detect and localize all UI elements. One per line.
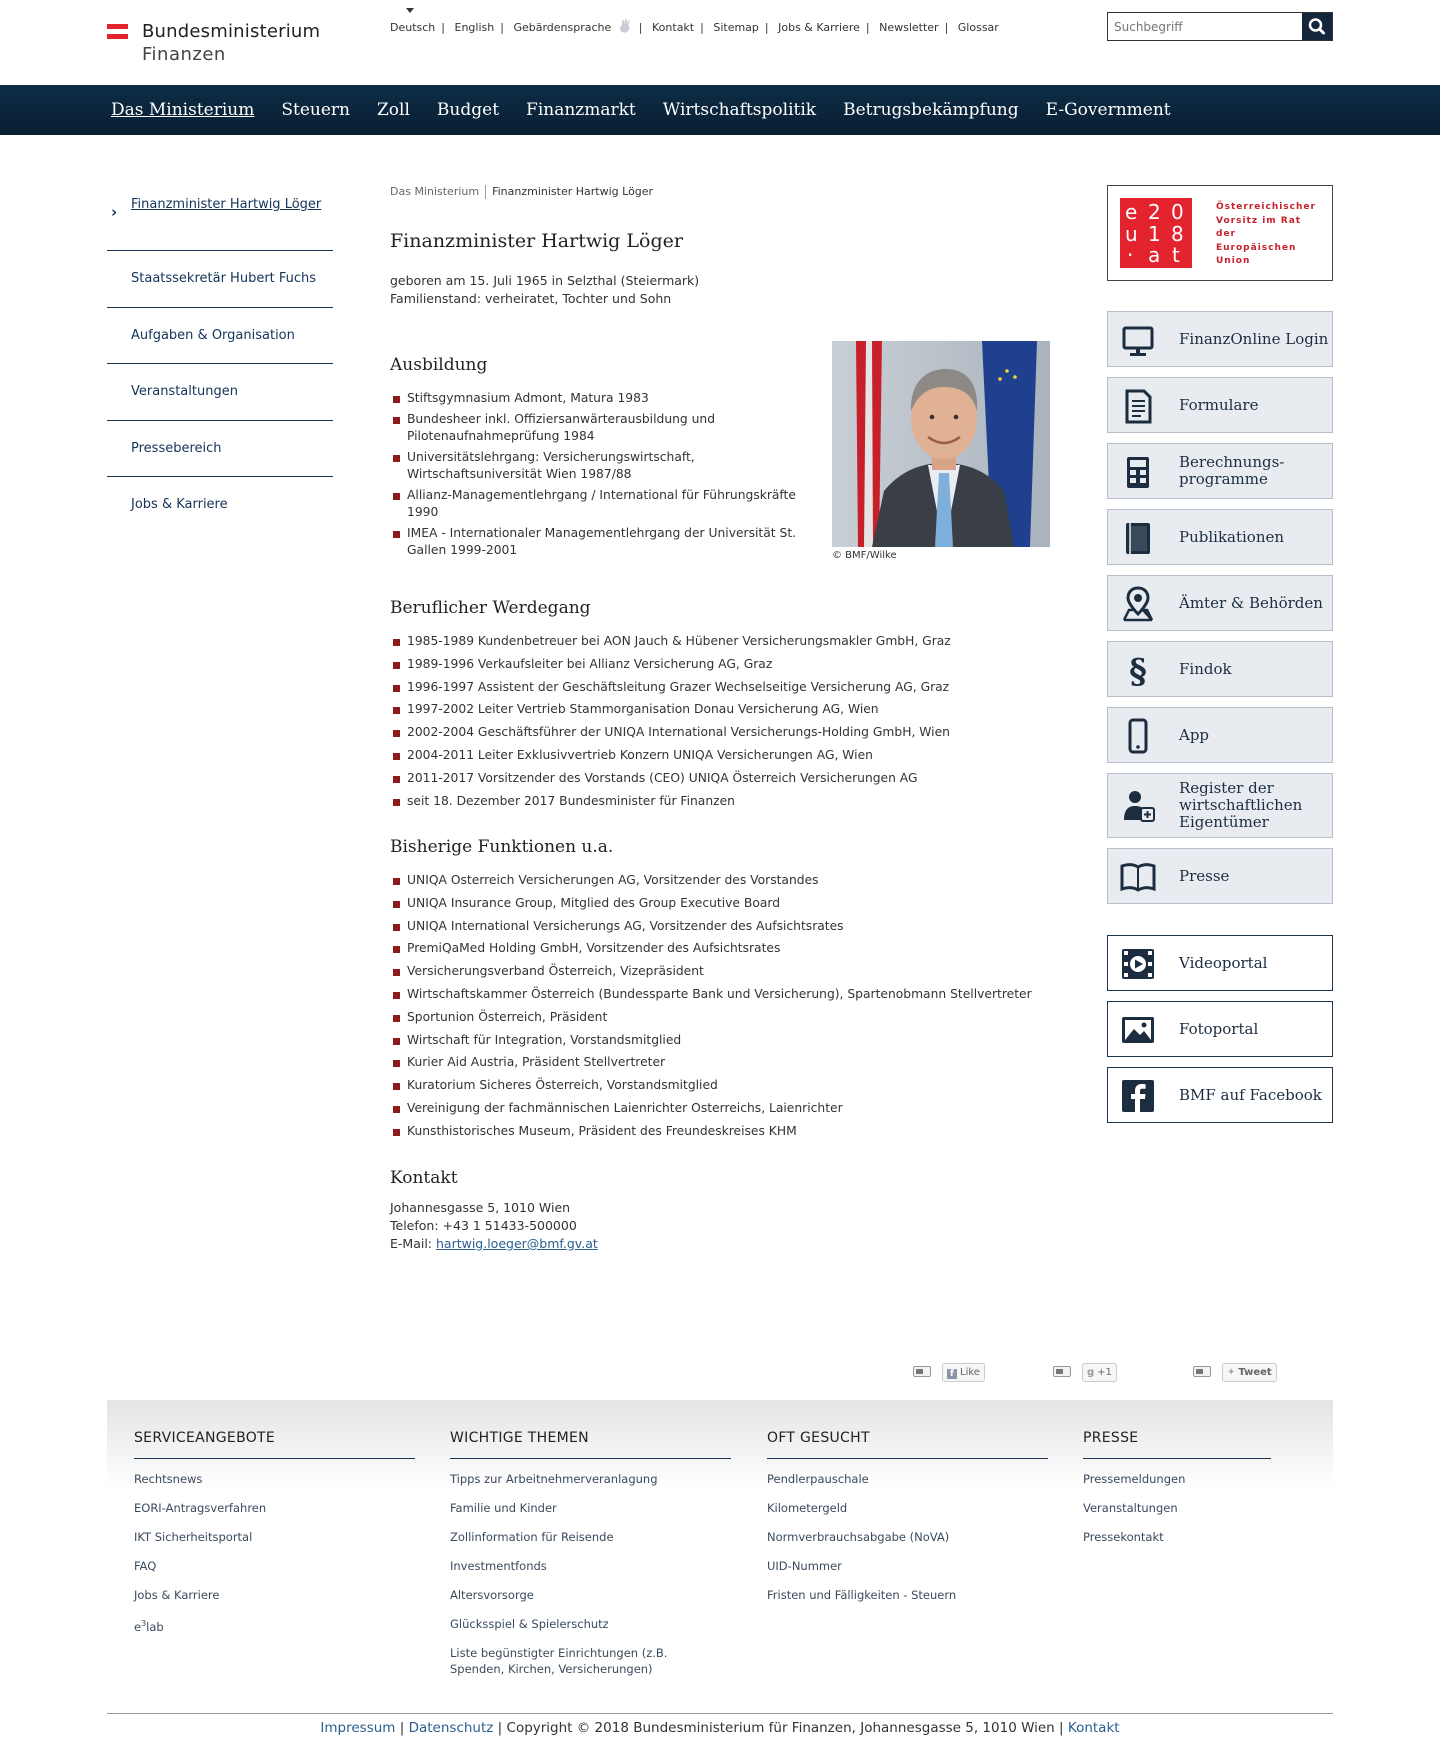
facebook-consent-toggle[interactable] [913,1366,931,1377]
list-item: Kurier Aid Austria, Präsident Stellvertreter [390,1054,1050,1072]
location-pin-icon [1118,584,1158,624]
footer-link[interactable]: EORI-Antragsverfahren [134,1501,267,1515]
list-item: Vereinigung der fachmännischen Laienrichter Osterreichs, Laienrichter [390,1100,1050,1118]
left-nav-item-staatssekretaer[interactable] [107,251,333,308]
footer-heading: OFT GESUCHT [767,1430,870,1446]
eu-presidency-banner[interactable] [1107,185,1333,281]
list-item: Allianz-Managementlehrgang / International für Führungskräfte 1990 [390,487,810,522]
service-label: App [1179,725,1210,744]
contact-phone: Telefon: +43 1 51433-500000 [390,1218,577,1233]
footer-link[interactable]: Veranstaltungen [1083,1501,1178,1515]
footer-col-themen [450,1430,731,1690]
main-nav-finanzmarkt[interactable]: Finanzmarkt [526,100,636,120]
service-label: Berechnungs-programme [1179,453,1285,488]
list-item: Kunsthistorisches Museum, Präsident des Freundeskreises KHM [390,1123,1050,1141]
footer-heading: SERVICEANGEBOTE [134,1430,276,1446]
footer-col-presse [1083,1430,1271,1558]
main-nav-steuern[interactable]: Steuern [281,100,350,120]
service-label: Publikationen [1179,527,1285,546]
gplus-button[interactable]: g +1 [1082,1363,1117,1382]
footer-link[interactable]: UID-Nummer [767,1559,842,1573]
list-item: IMEA - Internationaler Managementlehrgang der Universität St. Gallen 1999-2001 [390,525,810,560]
left-nav-label: Aufgaben & Organisation [131,328,295,343]
svg-text:§: § [1129,652,1147,690]
footer-col-oft-gesucht [767,1430,1048,1616]
flag-stripe-bottom [107,34,128,39]
list-item: 1985-1989 Kundenbetreuer bei AON Jauch & Hübener Versicherungsmakler GmbH, Graz [390,633,1050,651]
list-item: seit 18. Dezember 2017 Bundesminister für Finanzen [390,793,1050,811]
smartphone-icon [1118,716,1158,756]
section-heading-funktionen: Bisherige Funktionen u.a. [390,837,614,857]
left-nav-label: Veranstaltungen [131,384,238,399]
service-aemter-behoerden[interactable] [1107,575,1333,631]
intro-birth: geboren am 15. Juli 1965 in Selzthal (Steiermark) [390,273,700,288]
meta-nav-deutsch[interactable]: Deutsch [390,21,436,34]
chevron-right-icon: › [111,203,118,221]
service-berechnungsprogramme[interactable] [1107,443,1333,499]
service-register-eigentuemer[interactable] [1107,773,1333,838]
monitor-icon [1118,320,1158,360]
media-fotoportal[interactable] [1107,1001,1333,1057]
photo-icon [1118,1010,1158,1050]
book-icon [1118,518,1158,558]
left-nav-item-pressebereich[interactable] [107,421,333,477]
list-item: 2011-2017 Vorsitzender des Vorstands (CEO) UNIQA Österreich Versicherungen AG [390,770,1050,788]
footer-link-e3lab[interactable]: $e^3lab$ [134,1619,164,1634]
tweet-button[interactable]: ✦ Tweet [1222,1363,1277,1382]
list-item: 2004-2011 Leiter Exklusivvertrieb Konzern UNIQA Versicherungen AG, Wien [390,747,1050,765]
main-nav-betrugsbekaempfung[interactable]: Betrugsbekämpfung [843,100,1019,120]
list-item: PremiQaMed Holding GmbH, Vorsitzender des Aufsichtsrates [390,940,1050,958]
search-button[interactable] [1302,13,1332,40]
twitter-bird-icon: ✦ [1227,1367,1236,1378]
section-heading-ausbildung: Ausbildung [390,355,488,375]
meta-nav-kontakt[interactable]: Kontakt [652,21,695,34]
footer-link[interactable]: FAQ [134,1559,157,1573]
main-nav-budget[interactable]: Budget [436,100,500,120]
list-werdegang [390,633,1050,810]
main-nav-egovernment[interactable]: E-Government [1045,100,1171,120]
search-input[interactable] [1108,13,1302,40]
search-icon [1302,13,1332,40]
list-ausbildung [390,390,810,560]
footer-heading: WICHTIGE THEMEN [450,1430,589,1446]
list-item: Versicherungsverband Österreich, Vizepräsident [390,963,1050,981]
twitter-consent-toggle[interactable] [1193,1366,1211,1377]
footer-link[interactable]: Rechtsnews [134,1472,203,1486]
left-nav-item-minister[interactable] [107,186,333,251]
meta-nav-glossar[interactable]: Glossar [957,21,999,34]
section-heading-kontakt: Kontakt [390,1168,458,1188]
language-indicator-icon [406,8,414,13]
paragraph-icon [1118,650,1158,690]
footer-divider [107,1713,1333,1714]
footer-link[interactable]: IKT Sicherheitsportal [134,1530,253,1544]
footer-link[interactable]: Liste begünstigter Einrichtungen (z.B. Spenden, Kirchen, Versicherungen) [450,1646,668,1676]
page-title: Finanzminister Hartwig Löger [390,230,683,252]
footer-link[interactable]: Pendlerpauschale [767,1472,869,1486]
service-label: Ämter & Behörden [1179,593,1323,612]
list-item: Wirtschaftskammer Österreich (Bundessparte Bank und Versicherung), Spartenobmann Stellvertreter [390,986,1050,1004]
list-funktionen [390,872,1050,1140]
datenschutz-link[interactable]: Datenschutz [408,1720,494,1736]
list-item: 2002-2004 Geschäftsführer der UNIQA International Versicherungs-Holding GmbH, Wien [390,724,1050,742]
calculator-icon [1118,452,1158,492]
footer-col-serviceangebote [134,1430,415,1648]
media-label: BMF auf Facebook [1179,1085,1322,1104]
service-label: Findok [1179,659,1232,678]
breadcrumb-current: Finanzminister Hartwig Löger [492,185,654,198]
footer-link[interactable]: Familie und Kinder [450,1501,557,1515]
contact-email-label: E-Mail: [390,1236,436,1251]
left-nav-label: Jobs & Karriere [131,497,228,512]
meta-nav-gebaerdensprache[interactable]: Gebärdensprache [513,21,612,34]
left-nav-item-jobs[interactable] [107,477,333,533]
breadcrumb-ministerium[interactable]: Das Ministerium [390,185,480,198]
meta-nav-jobs[interactable]: Jobs & Karriere [778,21,860,34]
intro [390,272,699,308]
footer-bottom-line: Impressum | Datenschutz | Copyright © 2018 Bundesministerium für Finanzen, Johannesgasse 5, 1010 Wien | Kontakt [320,1720,1120,1736]
meta-nav-newsletter[interactable]: Newsletter [879,21,939,34]
media-facebook[interactable] [1107,1067,1333,1123]
meta-nav-sitemap[interactable]: Sitemap [713,21,759,34]
person-add-icon [1118,786,1158,826]
service-finanzonline-login[interactable] [1107,311,1333,367]
list-item: Wirtschaft für Integration, Vorstandsmitglied [390,1032,1050,1050]
footer-link[interactable]: Investmentfonds [450,1559,547,1573]
left-nav-item-veranstaltungen[interactable] [107,364,333,421]
breadcrumb [390,185,653,199]
contact-block [390,1199,598,1253]
left-nav-label: Finanzminister Hartwig Löger [131,197,322,212]
left-nav [107,186,333,533]
media-label: Videoportal [1179,953,1268,972]
footer-heading: PRESSE [1083,1430,1139,1446]
footer-link[interactable]: Kilometergeld [767,1501,848,1515]
photo-credit: © BMF/Wilke [832,550,897,561]
footer-link[interactable]: Normverbrauchsabgabe (NoVA) [767,1530,950,1544]
open-book-icon [1118,857,1158,897]
list-item: UNIQA International Versicherungs AG, Vorsitzender des Aufsichtsrates [390,918,1050,936]
service-label: FinanzOnline Login [1179,329,1329,348]
section-heading-werdegang: Beruflicher Werdegang [390,598,591,618]
list-item: Kuratorium Sicheres Österreich, Vorstandsmitglied [390,1077,1050,1095]
eu-presidency-text: Österreichischer Vorsitz im Rat der Europäischen Union [1216,202,1316,267]
meta-nav: Deutsch | English | Gebärdensprache | Kontakt | Sitemap | Jobs & Karriere | Newsletter | Glossar [390,18,999,34]
sign-language-icon[interactable] [617,18,633,34]
facebook-icon [1118,1076,1158,1116]
service-publikationen[interactable] [1107,509,1333,565]
footer [107,1400,1333,1700]
list-item: UNIQA Insurance Group, Mitglied des Group Executive Board [390,895,1050,913]
main-nav [0,85,1440,135]
left-nav-item-aufgaben[interactable] [107,308,333,364]
list-item: Bundesheer inkl. Offiziersanwärterausbildung und Pilotenaufnahmeprüfung 1984 [390,411,810,446]
media-videoportal[interactable] [1107,935,1333,991]
logo-line1: Bundesministerium [142,21,321,42]
footer-link[interactable]: Jobs & Karriere [134,1588,220,1602]
service-label: Presse [1179,866,1230,885]
footer-link[interactable]: Zollinformation für Reisende [450,1530,614,1544]
footer-link[interactable]: Altersvorsorge [450,1588,534,1602]
logo-line2: Finanzen [142,44,226,65]
list-item: UNIQA Osterreich Versicherungen AG, Vorsitzender des Vorstandes [390,872,1050,890]
footer-link[interactable]: Pressekontakt [1083,1530,1164,1544]
service-app[interactable] [1107,707,1333,763]
left-nav-label: Staatssekretär Hubert Fuchs [131,271,317,286]
facebook-small-icon: f [947,1369,957,1379]
footer-link[interactable]: Tipps zur Arbeitnehmerveranlagung [450,1472,658,1486]
facebook-like-button[interactable]: f Like [942,1363,985,1382]
footer-link[interactable]: Fristen und Fälligkeiten - Steuern [767,1588,957,1602]
main-nav-ministerium[interactable]: Das Ministerium [111,100,255,120]
list-item: 1997-2002 Leiter Vertrieb Stammorganisation Donau Versicherung AG, Wien [390,701,1050,719]
service-presse[interactable] [1107,848,1333,904]
gplus-consent-toggle[interactable] [1053,1366,1071,1377]
left-nav-label: Pressebereich [131,441,222,456]
main-nav-wirtschaftspolitik[interactable]: Wirtschaftspolitik [662,100,817,120]
service-findok[interactable] [1107,641,1333,697]
media-label: Fotoportal [1179,1019,1259,1038]
footer-link[interactable]: Pressemeldungen [1083,1472,1186,1486]
impressum-link[interactable]: Impressum [320,1720,396,1736]
list-item: 1996-1997 Assistent der Geschäftsleitung Grazer Wechselseitige Versicherung AG, Graz [390,679,1050,697]
footer-link[interactable]: Glücksspiel & Spielerschutz [450,1617,609,1631]
footer-kontakt-link[interactable]: Kontakt [1067,1720,1120,1736]
portrait-photo [832,341,1050,547]
meta-nav-english[interactable]: English [454,21,495,34]
copyright-text: Copyright © 2018 Bundesministerium für Finanzen, Johannesgasse 5, 1010 Wien [506,1720,1055,1736]
service-label: Formulare [1179,395,1259,414]
video-icon [1118,944,1158,984]
service-label: Register der wirtschaftlichen Eigentümer [1179,779,1303,831]
list-item: Sportunion Österreich, Präsident [390,1009,1050,1027]
contact-email-link[interactable]: hartwig.loeger@bmf.gv.at [435,1236,598,1251]
list-item: 1989-1996 Verkaufsleiter bei Allianz Versicherung AG, Graz [390,656,1050,674]
search-box [1107,12,1333,41]
main-nav-zoll[interactable]: Zoll [377,100,410,120]
gplus-icon: g [1087,1367,1095,1378]
eu-presidency-logo: e 2 0 u 1 8 · a t [1120,198,1192,268]
document-icon [1118,386,1158,426]
list-item: Universitätslehrgang: Versicherungswirtschaft, Wirtschaftsuniversität Wien 1987/88 [390,449,810,484]
service-formulare[interactable] [1107,377,1333,433]
list-item: Stiftsgymnasium Admont, Matura 1983 [390,390,810,408]
contact-address: Johannesgasse 5, 1010 Wien [390,1200,571,1215]
intro-family: Familienstand: verheiratet, Tochter und Sohn [390,291,672,306]
